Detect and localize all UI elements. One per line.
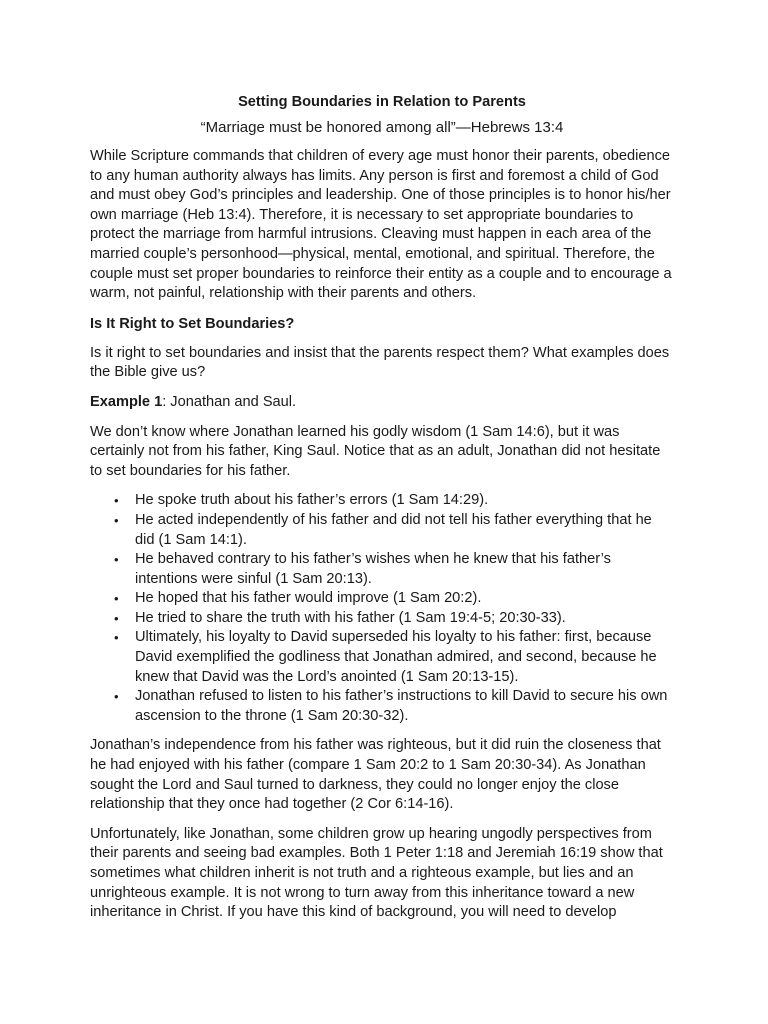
example-label: Example 1 <box>90 393 163 410</box>
example-heading <box>90 393 674 413</box>
list-item <box>114 550 674 589</box>
list-item <box>114 511 674 550</box>
bullet-icon: • <box>114 512 119 528</box>
list-item <box>114 609 674 629</box>
section-heading: Is It Right to Set Boundaries? <box>90 315 295 332</box>
example-title: : Jonathan and Saul. <box>162 393 297 410</box>
bullet-icon: • <box>114 591 119 607</box>
document-page <box>90 92 674 933</box>
bullet-icon: • <box>114 610 119 626</box>
document-title: Setting Boundaries in Relation to Parents <box>238 94 526 110</box>
bullet-icon: • <box>114 493 119 509</box>
intro-paragraph: While Scripture commands that children of every age must honor their parents, obedience to any human authority always has limits. Any person is first and foremost a child of God and must obey God’s principles and leadership. One of those principles is to honor his/her own marriage (Heb 13:4). Therefore, it is necessary to set appropriate boundaries to protect the marriage from harmful intrusions. Cleaving must happen in each area of the married couple’s personhood—physical, mental, emotional, and spiritual. Therefore, the couple must set proper boundaries to reinforce their entity as a couple and to encourage a warm, not painful, relationship with their parents and others. <box>90 148 672 302</box>
closeness-paragraph: Jonathan’s independence from his father was righteous, but it did ruin the closeness that he had enjoyed with his father (compare 1 Sam 20:2 to 1 Sam 20:30-34). As Jonathan sought the Lord and Saul turned to darkness, they could no longer enjoy the close relationship that they once had together (2 Cor 6:14-16). <box>90 737 661 813</box>
epigraph-quote: “Marriage must be honored among all”—Hebrews 13:4 <box>200 119 564 136</box>
list-item <box>114 491 674 511</box>
question-paragraph: Is it right to set boundaries and insist that the parents respect them? What examples does the Bible give us? <box>90 344 670 381</box>
example-intro-paragraph: We don’t know where Jonathan learned his godly wisdom (1 Sam 14:6), but it was certainly not from his father, King Saul. Notice that as an adult, Jonathan did not hesitate to set boundaries for his father. <box>90 423 661 479</box>
list-item <box>114 628 674 687</box>
list-item-text: He hoped that his father would improve (1 Sam 20:2). <box>135 590 482 607</box>
bullet-icon: • <box>114 630 119 646</box>
list-item-text: Jonathan refused to listen to his father’s instructions to kill David to secure his own ascension to the throne (1 Sam 20:30-32). <box>135 688 668 724</box>
list-item <box>114 589 674 609</box>
bullet-icon: • <box>114 689 119 705</box>
list-item-text: He acted independently of his father and did not tell his father everything that he did (1 Sam 14:1). <box>135 511 652 548</box>
inheritance-paragraph: Unfortunately, like Jonathan, some children grow up hearing ungodly perspectives from their parents and seeing bad examples. Both 1 Peter 1:18 and Jeremiah 16:19 show that sometimes what children inherit is not truth and a righteous example, but lies and an unrighteous example. It is not wrong to turn away from this inheritance toward a new inheritance in Christ. If you have this kind of background, you will need to develop <box>90 825 663 921</box>
list-item-text: He behaved contrary to his father’s wishes when he knew that his father’s intentions were sinful (1 Sam 20:13). <box>135 551 611 587</box>
list-item-text: He tried to share the truth with his father (1 Sam 19:4-5; 20:30-33). <box>135 609 566 626</box>
bullet-list <box>90 491 674 726</box>
list-item-text: Ultimately, his loyalty to David superseded his loyalty to his father: first, because David exemplified the godliness that Jonathan admired, and second, because he knew that David was the Lord’s anointed (1 Sam 20:13-15). <box>135 629 657 685</box>
list-item-text: He spoke truth about his father’s errors (1 Sam 14:29). <box>135 492 489 509</box>
bullet-icon: • <box>114 552 119 568</box>
list-item <box>114 687 674 726</box>
